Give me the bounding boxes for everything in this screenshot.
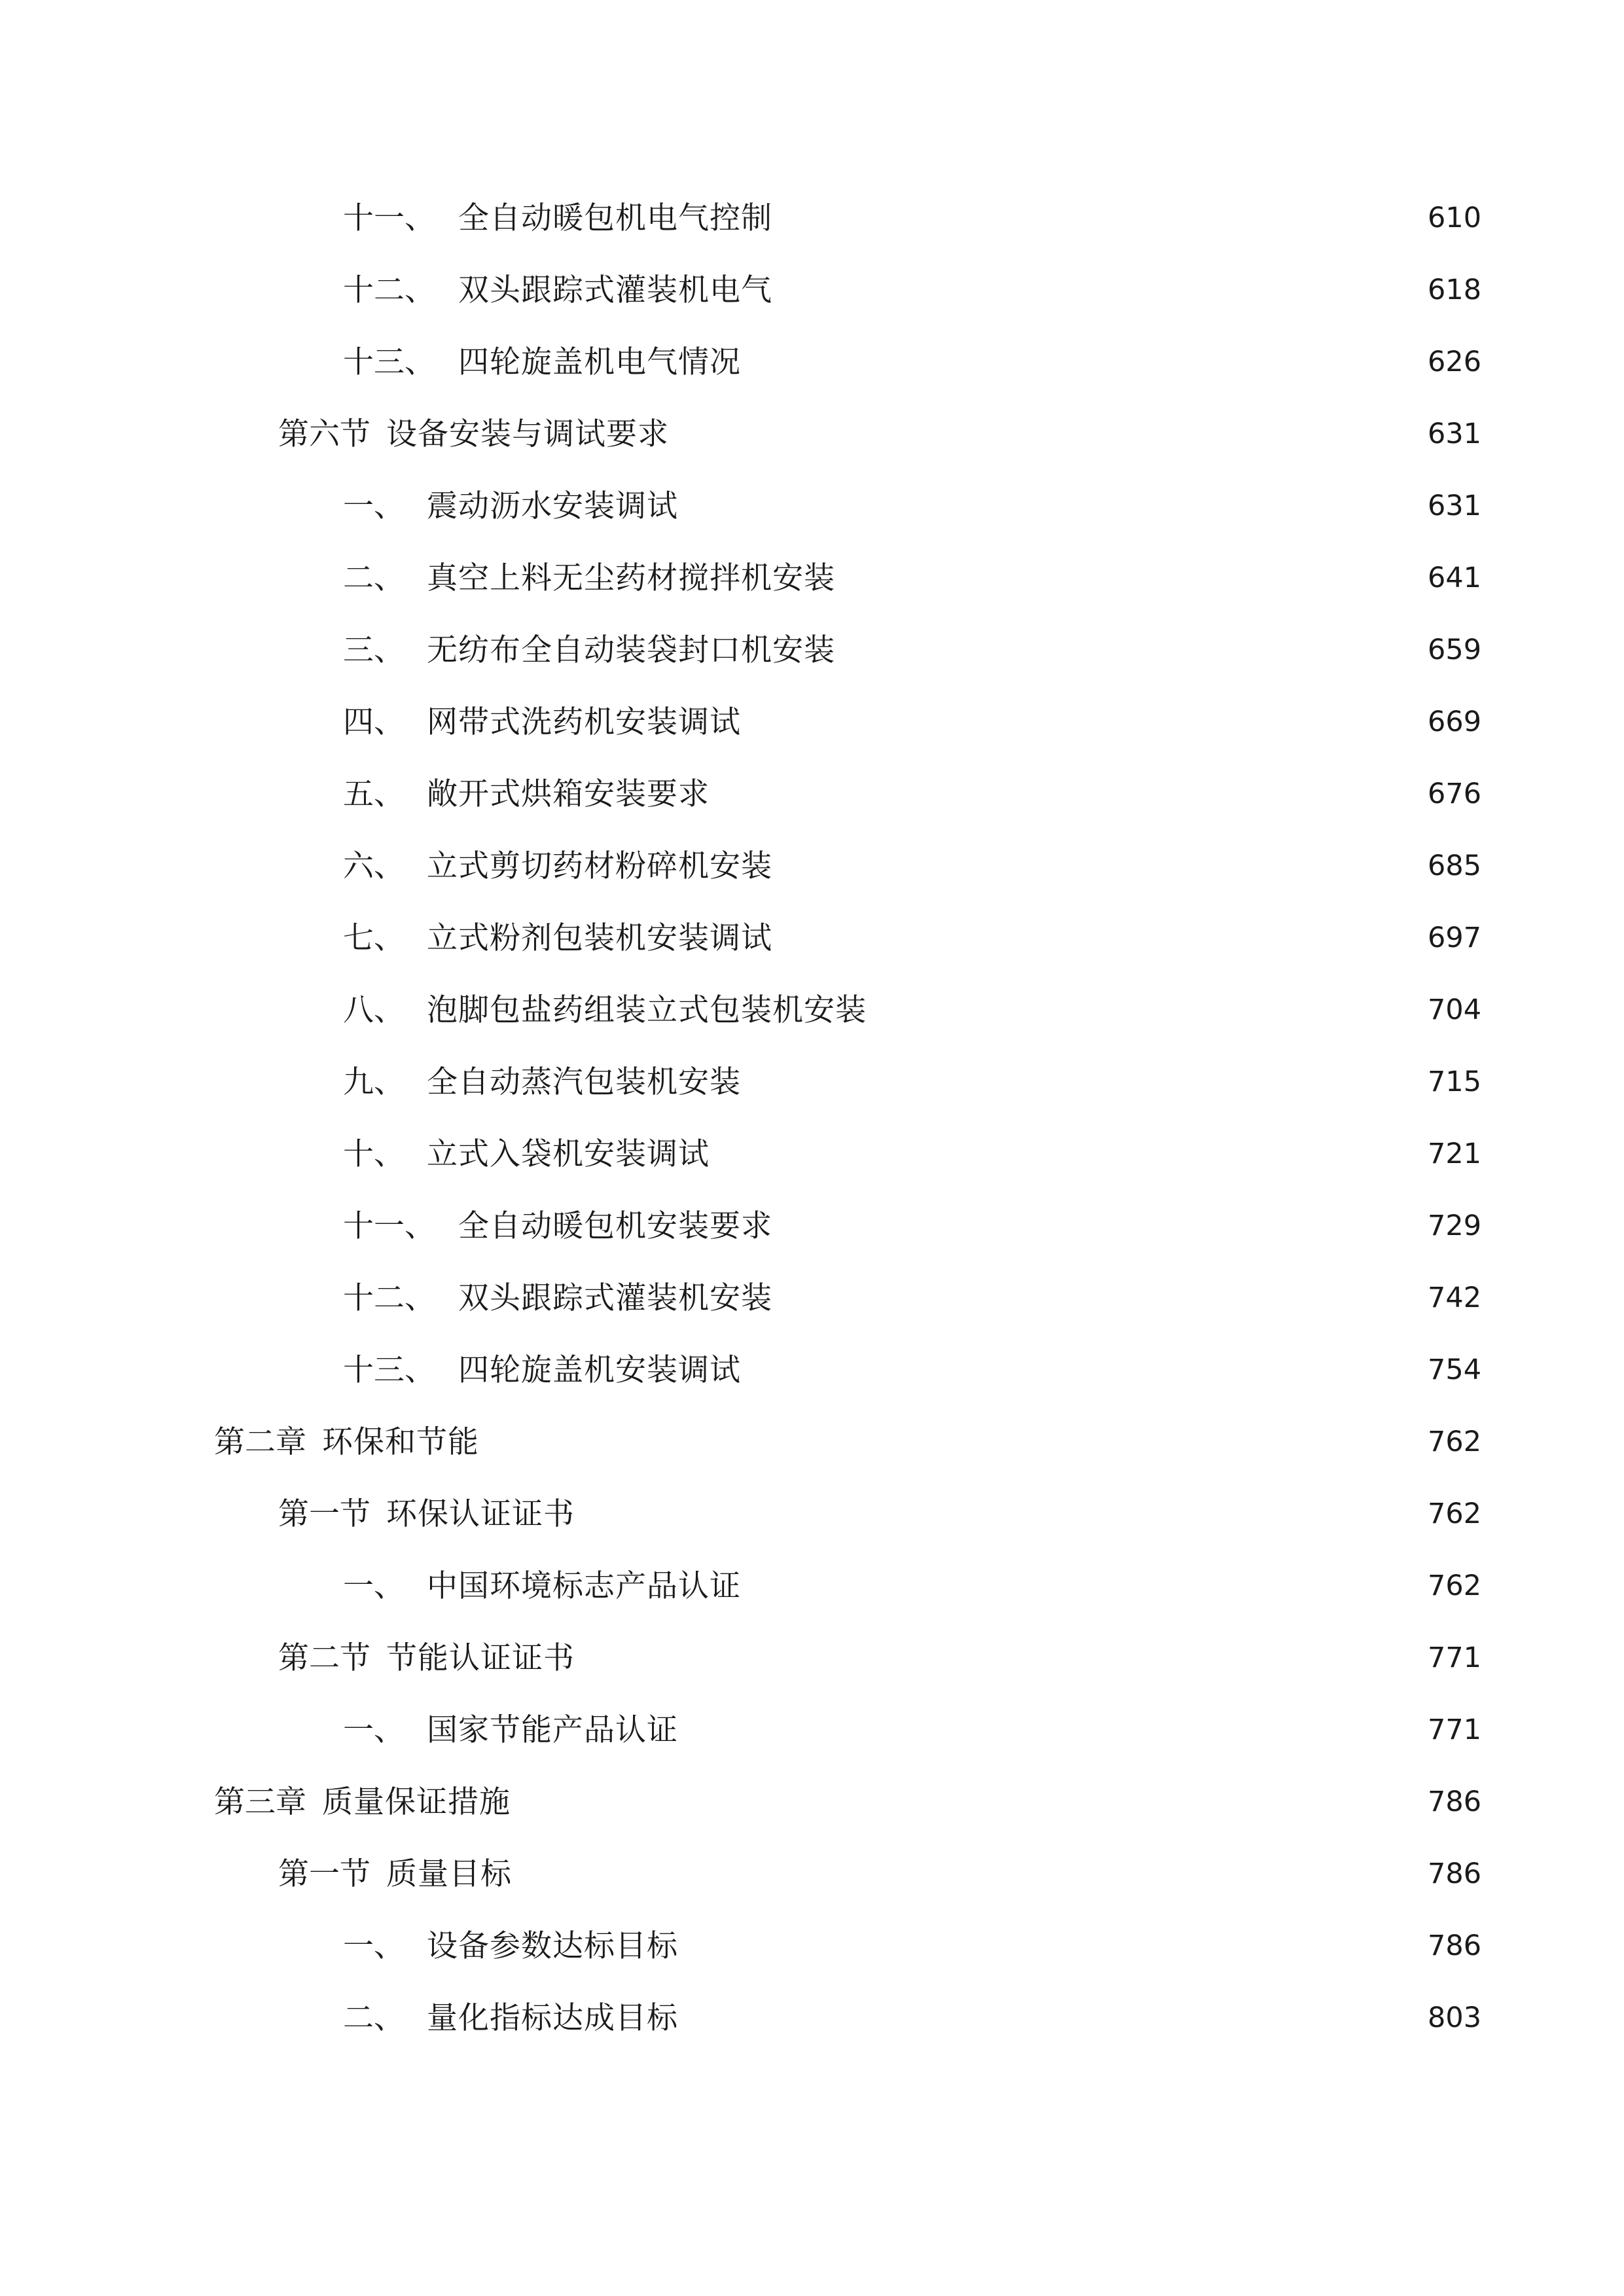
toc-entry-page-number: 697	[1428, 921, 1482, 954]
toc-entry[interactable]	[0, 614, 1624, 686]
toc-entry-title: 环保认证证书	[386, 1496, 575, 1532]
toc-entry[interactable]	[0, 974, 1624, 1046]
toc-entry-number: 第六节	[278, 416, 370, 452]
toc-entry-number: 十三、	[343, 344, 435, 380]
toc-entry[interactable]	[0, 470, 1624, 542]
toc-entry-page-number: 618	[1428, 273, 1482, 306]
toc-entry[interactable]	[0, 1622, 1624, 1694]
toc-entry-title: 量化指标达成目标	[427, 2000, 678, 2036]
toc-entry-number: 第一节	[278, 1496, 370, 1532]
table-of-contents	[0, 182, 1624, 2054]
toc-dot-leader	[782, 927, 1411, 958]
toc-entry-number: 五、	[343, 776, 405, 812]
toc-entry-page-number: 704	[1428, 993, 1482, 1026]
toc-dot-leader	[750, 1071, 1411, 1102]
toc-entry-number: 一、	[343, 488, 405, 524]
toc-dot-leader	[584, 1503, 1411, 1534]
toc-entry[interactable]	[0, 1406, 1624, 1478]
toc-entry-page-number: 659	[1428, 633, 1482, 666]
toc-entry-number: 第二节	[278, 1640, 370, 1676]
toc-entry[interactable]	[0, 1118, 1624, 1190]
toc-entry-title: 震动沥水安装调试	[427, 488, 678, 524]
toc-entry-page-number: 669	[1428, 705, 1482, 738]
toc-dot-leader	[750, 1575, 1411, 1605]
toc-entry[interactable]	[0, 1694, 1624, 1766]
toc-entry-page-number: 742	[1428, 1281, 1482, 1314]
toc-entry[interactable]	[0, 182, 1624, 254]
toc-dot-leader	[521, 1863, 1411, 1893]
toc-entry-page-number: 786	[1428, 1857, 1482, 1890]
toc-entry-page-number: 786	[1428, 1929, 1482, 1962]
toc-entry-number: 第一节	[278, 1856, 370, 1892]
toc-entry-page-number: 771	[1428, 1713, 1482, 1746]
toc-entry-page-number: 631	[1428, 417, 1482, 450]
toc-entry-page-number: 729	[1428, 1209, 1482, 1242]
toc-dot-leader	[844, 639, 1411, 670]
toc-entry[interactable]	[0, 1478, 1624, 1550]
toc-entry-number: 六、	[343, 848, 405, 884]
toc-dot-leader	[687, 495, 1411, 526]
toc-entry-page-number: 685	[1428, 849, 1482, 882]
toc-entry-number: 二、	[343, 2000, 405, 2036]
toc-entry-title: 质量目标	[386, 1856, 512, 1892]
toc-dot-leader	[782, 1287, 1411, 1318]
toc-entry-number: 十一、	[343, 200, 435, 236]
toc-dot-leader	[584, 1647, 1411, 1677]
toc-entry-number: 十二、	[343, 1280, 435, 1316]
toc-dot-leader	[782, 1215, 1411, 1246]
toc-entry-title: 真空上料无尘药材搅拌机安装	[427, 560, 835, 596]
toc-dot-leader	[782, 279, 1411, 310]
toc-dot-leader	[678, 423, 1411, 454]
toc-entry[interactable]	[0, 1550, 1624, 1622]
toc-entry-title: 双头跟踪式灌装机电气	[458, 272, 772, 308]
toc-entry[interactable]	[0, 254, 1624, 326]
toc-entry[interactable]	[0, 1334, 1624, 1406]
toc-entry-page-number: 641	[1428, 561, 1482, 594]
toc-entry-title: 立式粉剂包装机安装调试	[427, 920, 772, 956]
toc-entry[interactable]	[0, 1766, 1624, 1838]
toc-entry-page-number: 803	[1428, 2001, 1482, 2034]
toc-entry[interactable]	[0, 398, 1624, 470]
toc-entry-title: 立式入袋机安装调试	[427, 1136, 710, 1172]
toc-entry[interactable]	[0, 326, 1624, 398]
toc-entry-number: 十一、	[343, 1208, 435, 1244]
toc-entry-number: 第二章	[214, 1424, 306, 1460]
toc-entry-page-number: 762	[1428, 1569, 1482, 1602]
toc-dot-leader	[687, 1935, 1411, 1965]
toc-entry-page-number: 762	[1428, 1425, 1482, 1458]
toc-entry-title: 双头跟踪式灌装机安装	[458, 1280, 772, 1316]
toc-entry-number: 十二、	[343, 272, 435, 308]
toc-entry-number: 十、	[343, 1136, 405, 1172]
toc-entry-title: 设备参数达标目标	[427, 1928, 678, 1964]
toc-entry[interactable]	[0, 1838, 1624, 1910]
toc-entry-title: 国家节能产品认证	[427, 1712, 678, 1748]
toc-entry-title: 敞开式烘箱安装要求	[427, 776, 710, 812]
toc-entry-title: 四轮旋盖机安装调试	[458, 1352, 741, 1388]
toc-dot-leader	[876, 999, 1411, 1030]
toc-entry-page-number: 721	[1428, 1137, 1482, 1170]
toc-entry-title: 设备安装与调试要求	[386, 416, 669, 452]
toc-entry-number: 九、	[343, 1064, 405, 1100]
toc-entry-number: 一、	[343, 1568, 405, 1604]
toc-dot-leader	[750, 351, 1411, 382]
toc-entry-title: 无纺布全自动装袋封口机安装	[427, 632, 835, 668]
toc-entry-page-number: 754	[1428, 1353, 1482, 1386]
toc-entry-page-number: 771	[1428, 1641, 1482, 1674]
toc-entry-title: 全自动暖包机安装要求	[458, 1208, 772, 1244]
toc-dot-leader	[782, 207, 1411, 238]
toc-entry[interactable]	[0, 1262, 1624, 1334]
toc-entry-title: 立式剪切药材粉碎机安装	[427, 848, 772, 884]
toc-entry-page-number: 626	[1428, 345, 1482, 378]
toc-dot-leader	[687, 2007, 1411, 2037]
toc-entry-page-number: 676	[1428, 777, 1482, 810]
toc-dot-leader	[719, 1143, 1411, 1174]
toc-entry-number: 七、	[343, 920, 405, 956]
toc-dot-leader	[488, 1431, 1411, 1462]
toc-entry[interactable]	[0, 1190, 1624, 1262]
toc-entry-title: 四轮旋盖机电气情况	[458, 344, 741, 380]
toc-entry-page-number: 631	[1428, 489, 1482, 522]
toc-entry-page-number: 786	[1428, 1785, 1482, 1818]
toc-entry-page-number: 762	[1428, 1497, 1482, 1530]
toc-dot-leader	[750, 1359, 1411, 1390]
toc-entry[interactable]	[0, 1982, 1624, 2054]
toc-dot-leader	[520, 1791, 1411, 1821]
toc-dot-leader	[750, 711, 1411, 742]
toc-entry-title: 环保和节能	[322, 1424, 479, 1460]
toc-entry[interactable]	[0, 758, 1624, 830]
toc-entry[interactable]	[0, 542, 1624, 614]
toc-entry-title: 全自动暖包机电气控制	[458, 200, 772, 236]
toc-entry[interactable]	[0, 830, 1624, 902]
toc-entry-title: 泡脚包盐药组装立式包装机安装	[427, 992, 867, 1028]
toc-entry-number: 一、	[343, 1712, 405, 1748]
toc-entry-number: 三、	[343, 632, 405, 668]
toc-entry-title: 网带式洗药机安装调试	[427, 704, 741, 740]
toc-dot-leader	[719, 783, 1411, 814]
toc-entry-title: 全自动蒸汽包装机安装	[427, 1064, 741, 1100]
toc-entry-number: 一、	[343, 1928, 405, 1964]
toc-entry-title: 中国环境标志产品认证	[427, 1568, 741, 1604]
toc-entry-title: 节能认证证书	[386, 1640, 575, 1676]
toc-entry-number: 八、	[343, 992, 405, 1028]
toc-entry-number: 第三章	[214, 1784, 306, 1820]
toc-entry-title: 质量保证措施	[322, 1784, 511, 1820]
toc-entry[interactable]	[0, 1910, 1624, 1982]
toc-entry-number: 二、	[343, 560, 405, 596]
toc-entry-number: 十三、	[343, 1352, 435, 1388]
toc-entry[interactable]	[0, 686, 1624, 758]
toc-entry[interactable]	[0, 902, 1624, 974]
toc-entry-page-number: 715	[1428, 1065, 1482, 1098]
toc-entry-number: 四、	[343, 704, 405, 740]
toc-entry-page-number: 610	[1428, 201, 1482, 234]
toc-dot-leader	[687, 1719, 1411, 1749]
toc-entry[interactable]	[0, 1046, 1624, 1118]
toc-dot-leader	[844, 567, 1411, 598]
toc-dot-leader	[782, 855, 1411, 886]
